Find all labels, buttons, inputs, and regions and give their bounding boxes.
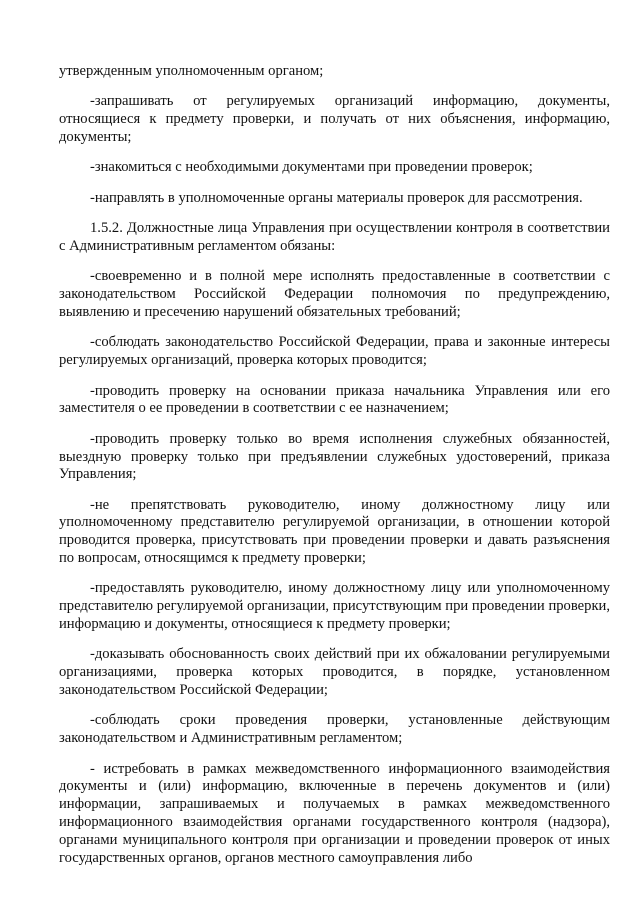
- paragraph-send-materials: -направлять в уполномоченные органы материалы проверок для рассмотрения.: [90, 189, 583, 206]
- paragraph-request-information: -запрашивать от регулируемых организаций информацию, документы, относящиеся к предмету проверки, и получать от них объяснения, информацию, документы;: [59, 93, 610, 145]
- paragraph-review-documents: -знакомиться с необходимыми документами при проведении проверок;: [90, 159, 533, 176]
- paragraph-not-obstruct: -не препятствовать руководителю, иному должностному лицу или уполномоченному представителю регулируемой организации, в отношении которой проводится проверка, присутствовать при проведении проверки и давать разъяснения по вопросам, относящимся к предмету проверки;: [59, 496, 610, 567]
- paragraph-observe-deadlines: -соблюдать сроки проведения проверки, установленные действующим законодательством и Административным регламентом;: [59, 712, 610, 747]
- paragraph-continuation: утвержденным уполномоченным органом;: [59, 63, 324, 79]
- paragraph-inspection-order: -проводить проверку на основании приказа начальника Управления или его заместителя о ее проведении в соответствии с ее назначением;: [59, 382, 610, 417]
- paragraph-observe-legislation: -соблюдать законодательство Российской Федерации, права и законные интересы регулируемых организаций, проверка которых проводится;: [59, 334, 610, 369]
- paragraph-prove-validity: -доказывать обоснованность своих действий при их обжаловании регулируемыми организациями, проверка которых проводится, в порядке, установленном законодательством Российской Федерации;: [59, 646, 610, 699]
- paragraph-section-1-5-2: 1.5.2. Должностные лица Управления при осуществлении контроля в соответствии с Административным регламентом обязаны:: [59, 220, 610, 254]
- paragraph-exercise-powers: -своевременно и в полной мере исполнять предоставленные в соответствии с законодательством Российской Федерации полномочия по предупреждению, выявлению и пресечению нарушений обязательных требований;: [59, 268, 610, 320]
- document-page: [59, 63, 610, 880]
- paragraph-provide-information: -предоставлять руководителю, иному должностному лицу или уполномоченному представителю регулируемой организации, присутствующим при проведении проверки, информацию и документы, относящиеся к предмету проверки;: [59, 580, 610, 633]
- paragraph-duty-hours: -проводить проверку только во время исполнения служебных обязанностей, выездную проверку только при предъявлении служебных удостоверений, приказа Управления;: [59, 430, 610, 483]
- paragraph-interagency-request: - истребовать в рамках межведомственного информационного взаимодействия документы и (или) информацию, включенные в перечень документов и (или) информации, запрашиваемых и получаемых в рамках межведомственного информационного взаимодействия органами государственного контроля (надзора), органами муниципального контроля при организации и проведении проверок от иных государственных органов, органов местного самоуправления либо: [59, 760, 610, 866]
